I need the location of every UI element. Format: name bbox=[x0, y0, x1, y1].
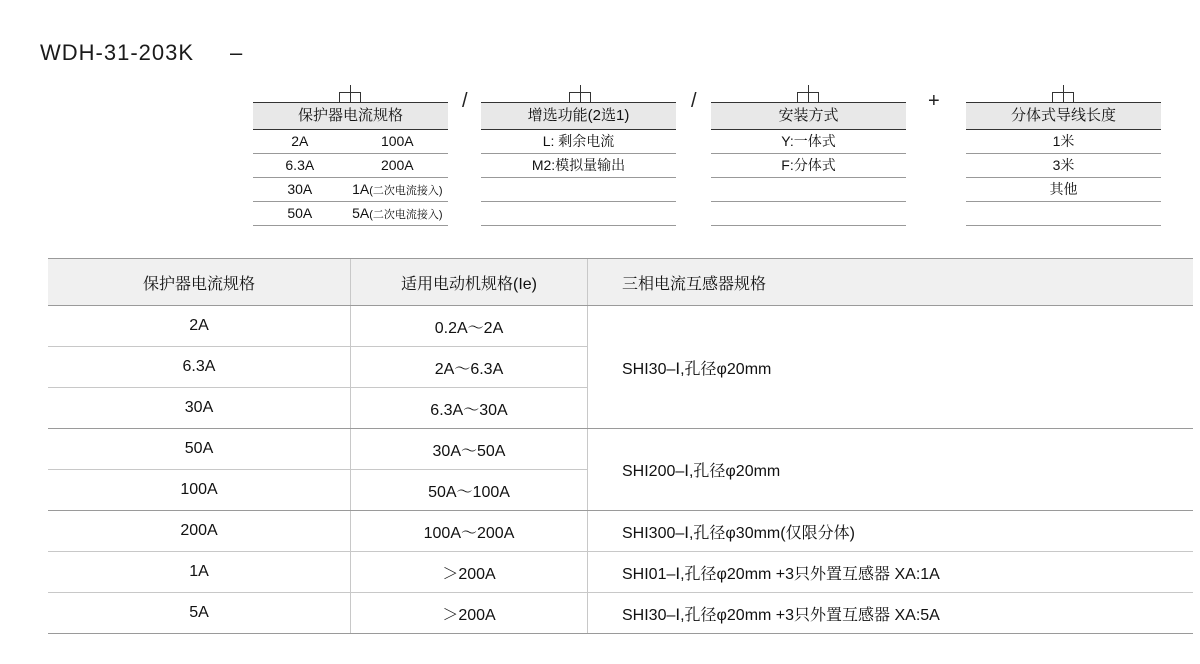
cell-ct: SHI300–Ⅰ,孔径φ30mm(仅限分体) bbox=[588, 511, 1194, 552]
cell-motor: 100A～200A bbox=[351, 511, 588, 552]
group-installation-type bbox=[711, 102, 906, 226]
group-row bbox=[481, 178, 676, 202]
cell-motor: 2A～6.3A bbox=[351, 347, 588, 388]
table-header-row bbox=[48, 259, 1193, 306]
group-cell-right: 100A bbox=[380, 133, 414, 149]
column-header-ct: 三相电流互感器规格 bbox=[588, 259, 1194, 306]
group-row: 1米 bbox=[966, 130, 1161, 154]
group-row bbox=[711, 178, 906, 202]
group-wire-length bbox=[966, 102, 1161, 226]
cell-rating: 200A bbox=[48, 511, 351, 552]
group-cell-left: 6.3A bbox=[285, 157, 315, 173]
cell-motor: ＞200A bbox=[351, 593, 588, 634]
group-row bbox=[253, 154, 448, 178]
code-dash: – bbox=[230, 40, 243, 65]
specification-table bbox=[48, 258, 1193, 634]
group-row bbox=[481, 202, 676, 226]
cell-rating: 50A bbox=[48, 429, 351, 470]
table-row bbox=[48, 511, 1193, 552]
table-row bbox=[48, 593, 1193, 634]
group-title: 分体式导线长度 bbox=[966, 102, 1161, 130]
cell-ct: SHI200–Ⅰ,孔径φ20mm bbox=[588, 429, 1194, 511]
cell-rating: 1A bbox=[48, 552, 351, 593]
group-row bbox=[966, 202, 1161, 226]
group-row: F:分体式 bbox=[711, 154, 906, 178]
group-row bbox=[253, 178, 448, 202]
column-header-motor: 适用电动机规格(Ie) bbox=[351, 259, 588, 306]
column-header-rating: 保护器电流规格 bbox=[48, 259, 351, 306]
model-code-text: WDH-31-203K bbox=[40, 40, 195, 65]
group-cell-left: 50A bbox=[287, 205, 313, 221]
group-optional-function bbox=[481, 102, 676, 226]
cell-motor: ＞200A bbox=[351, 552, 588, 593]
group-row: L: 剩余电流 bbox=[481, 130, 676, 154]
group-row: 3米 bbox=[966, 154, 1161, 178]
group-row: 其他 bbox=[966, 178, 1161, 202]
code-separator-1: / bbox=[462, 90, 468, 112]
model-code-row bbox=[0, 40, 1200, 112]
group-title: 增选功能(2选1) bbox=[481, 102, 676, 130]
group-row bbox=[253, 130, 448, 154]
group-row: Y:一体式 bbox=[711, 130, 906, 154]
table-row bbox=[48, 429, 1193, 470]
group-current-rating bbox=[253, 102, 448, 226]
group-cell-right: 1A(二次电流接入) bbox=[352, 181, 443, 197]
cell-rating: 2A bbox=[48, 306, 351, 347]
group-cell-right: 200A bbox=[380, 157, 414, 173]
group-cell-left: 2A bbox=[291, 133, 309, 149]
cell-rating: 6.3A bbox=[48, 347, 351, 388]
cell-ct: SHI01–Ⅰ,孔径φ20mm +3只外置互感器 XA:1A bbox=[588, 552, 1194, 593]
cell-motor: 30A～50A bbox=[351, 429, 588, 470]
cell-rating: 30A bbox=[48, 388, 351, 429]
code-plus: + bbox=[928, 90, 940, 112]
group-row bbox=[711, 202, 906, 226]
group-cell-right: 5A(二次电流接入) bbox=[352, 205, 443, 221]
cell-rating: 100A bbox=[48, 470, 351, 511]
group-row bbox=[253, 202, 448, 226]
code-separator-2: / bbox=[691, 90, 697, 112]
group-cell-left: 30A bbox=[287, 181, 313, 197]
cell-motor: 50A～100A bbox=[351, 470, 588, 511]
cell-motor: 0.2A～2A bbox=[351, 306, 588, 347]
group-row: M2:模拟量输出 bbox=[481, 154, 676, 178]
cell-ct: SHI30–Ⅰ,孔径φ20mm +3只外置互感器 XA:5A bbox=[588, 593, 1194, 634]
cell-rating: 5A bbox=[48, 593, 351, 634]
cell-ct: SHI30–Ⅰ,孔径φ20mm bbox=[588, 306, 1194, 429]
group-title: 安装方式 bbox=[711, 102, 906, 130]
cell-motor: 6.3A～30A bbox=[351, 388, 588, 429]
group-title: 保护器电流规格 bbox=[253, 102, 448, 130]
table-row bbox=[48, 306, 1193, 347]
table-row bbox=[48, 552, 1193, 593]
